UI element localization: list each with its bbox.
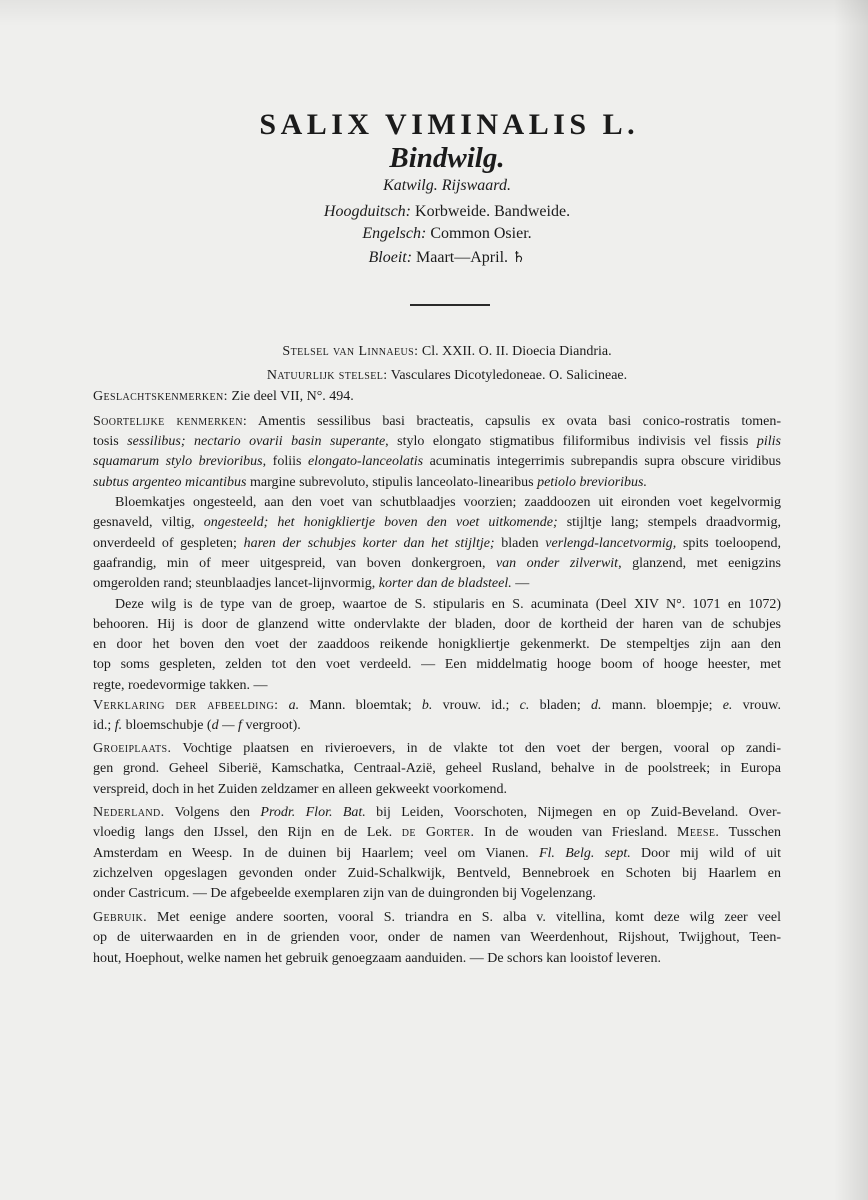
small-caps-label: Groeiplaats. <box>93 741 172 757</box>
main-text <box>93 342 781 969</box>
text-line <box>93 780 781 800</box>
text-line <box>93 615 781 635</box>
uses-paragraph <box>93 908 781 969</box>
text-line <box>93 595 781 615</box>
text-run: margine subrevoluto, stipulis lanceolato-linearibus <box>246 474 538 490</box>
italic-text: pilis <box>756 434 781 450</box>
small-caps-label: Meese. <box>677 825 720 841</box>
text-line <box>93 554 781 574</box>
text-line <box>93 513 781 533</box>
habitat-paragraph <box>93 739 781 800</box>
italic-text: van onder zilverwit <box>495 555 619 571</box>
text-run: bij Leiden, Voorschoten, Nijmegen en op Zuid-Beveland. Over- <box>365 805 782 821</box>
german-names-line <box>93 201 801 223</box>
header-divider <box>410 304 490 306</box>
small-caps-label: de Gorter. <box>401 825 475 841</box>
natural-system-line <box>93 366 781 386</box>
italic-text: subtus argenteo micantibus <box>93 474 247 490</box>
text-run: gaafrandig, min of meer uitgespreid, van boven donkergroen, <box>93 555 496 571</box>
text-run: hout, Hoephout, welke namen het gebruik genoegzaam aanduiden. — De schors kan looistof leveren. <box>93 950 661 966</box>
italic-text: Fl. Belg. sept. <box>538 845 631 861</box>
dutch-name: Bindwilg. <box>389 142 505 174</box>
text-run: zichzelven opgeslagen gevonden onder Zuid-Schalkwijk, Bentveld, Bennebroek en Schoten bij Haarlem en <box>93 865 781 881</box>
text-run: vrouw. <box>732 698 781 714</box>
text-run: mann. bloempje; <box>601 698 723 714</box>
text-run: Deze wilg is de type van de groep, waartoe de S. stipularis en S. acuminata (Deel XIV N°. 1071 en 1072) <box>115 596 781 612</box>
italic-text: ongesteeld; het honigkliertje boven den voet uitkomende; <box>203 515 558 531</box>
text-run: Vochtige plaatsen en rivieroevers, in de vlakte tot den voet der bergen, vooral op zandi- <box>171 741 781 757</box>
text-run: Volgens den <box>164 805 261 821</box>
text-run: Mann. bloemtak; <box>299 698 422 714</box>
small-caps-label: Gebruik. <box>93 910 148 926</box>
netherlands-distribution-paragraph <box>93 803 781 904</box>
text-line <box>93 534 781 554</box>
text-run: vrouw. id.; <box>432 698 520 714</box>
text-run: vloedig langs den IJssel, den Rijn en de Lek. <box>93 825 402 841</box>
description-paragraph <box>93 493 781 594</box>
text-run: op de uiterwaarden en in de grienden voor, onder de namen van Weerdenhout, Rijshout, Twijghout, Teen- <box>93 930 781 946</box>
text-run: behooren. Hij is door de glanzend witte ondervlakte der bladen, door de kortheid der haren van de schubjes <box>93 616 781 632</box>
text-run: bladen <box>494 535 546 551</box>
text-line <box>93 574 781 594</box>
text-run: In de wouden van Friesland. <box>474 825 678 841</box>
italic-text: petiolo brevioribus. <box>537 474 647 490</box>
text-run: , foliis <box>262 454 308 470</box>
german-names: Korbweide. Bandweide. <box>415 203 571 220</box>
italic-text: a. <box>278 698 300 714</box>
remarks-paragraph <box>93 595 781 696</box>
text-run: regte, roedevormige takken. — <box>93 677 268 693</box>
plate-explanation-paragraph <box>93 696 781 737</box>
german-label: Hoogduitsch: <box>323 203 412 220</box>
linnaeus-system-line <box>93 342 781 362</box>
text-run: Bloemkatjes ongesteeld, aan den voet van schutblaadjes voorzien; zaaddoozen uit eironden voet kegelvormig <box>115 495 781 511</box>
italic-text: korter dan de bladsteel. <box>378 576 512 592</box>
text-run: stijltje lang; stempels draadvormig, <box>557 515 781 531</box>
italic-text: c. <box>519 698 530 714</box>
text-run: Vasculares Dicotyledoneae. O. Salicineae. <box>387 368 628 384</box>
text-line <box>93 844 781 864</box>
text-line <box>93 884 781 904</box>
flowering-line <box>93 246 801 269</box>
text-run: gen grond. Geheel Siberië, Kamschatka, Centraal-Azië, geheel Rusland, behalve in de poolstreek; in Europa <box>93 761 781 777</box>
text-run: tosis <box>93 434 128 450</box>
italic-text: b. <box>421 698 433 714</box>
saturn-symbol-icon: ♄ <box>512 248 526 266</box>
text-line <box>93 635 781 655</box>
text-run: , stylo elongato stigmatibus filiformibus indivisis vel fissis <box>385 434 757 450</box>
text-line <box>93 823 781 843</box>
italic-text: d — f <box>211 718 242 734</box>
text-line <box>93 949 781 969</box>
small-caps-label: Verklaring der afbeelding: <box>93 698 279 714</box>
text-run: vergroot). <box>241 718 301 734</box>
small-caps-label: Stelsel van Linnaeus: <box>282 344 419 359</box>
text-run: bloemschubje ( <box>122 718 212 734</box>
text-line <box>93 473 781 493</box>
text-run: Cl. XXII. O. II. Dioecia Diandria. <box>418 344 612 359</box>
text-run: Amsterdam en Weesp. In de duinen bij Haarlem; veel om Vianen. <box>93 845 539 861</box>
text-line <box>93 739 781 759</box>
text-run: Met eenige andere soorten, vooral S. triandra en S. alba v. vitellina, komt deze wilg zeer veel <box>147 910 781 926</box>
italic-text: elongato-lanceolatis <box>307 454 424 470</box>
page-header <box>0 0 868 320</box>
italic-text: verlengd-lancetvormig, <box>545 535 677 551</box>
text-run: , glanzend, met eenigzins <box>618 555 781 571</box>
text-run: gesnaveld, viltig, <box>93 515 204 531</box>
italic-text: sessilibus; nectario ovarii basin superante <box>127 434 386 450</box>
text-line <box>93 928 781 948</box>
text-run: Tusschen <box>719 825 781 841</box>
text-run: Door mij wild of uit <box>630 845 781 861</box>
small-caps-label: Natuurlijk stelsel: <box>266 368 388 384</box>
italic-text: e. <box>722 698 733 714</box>
text-line <box>93 908 781 928</box>
italic-text: Prodr. Flor. Bat. <box>260 805 366 821</box>
text-line <box>93 696 781 716</box>
dutch-synonyms: Katwilg. Rijswaard. <box>383 177 511 194</box>
text-run: verspreid, doch in het Zuiden zeldzamer en alleen gekweekt voorkomend. <box>93 781 508 797</box>
text-run: bladen; <box>529 698 591 714</box>
text-line <box>93 655 781 675</box>
text-line <box>93 676 781 696</box>
english-names-line <box>93 223 801 245</box>
text-line <box>93 412 781 432</box>
text-line <box>93 432 781 452</box>
text-line <box>93 803 781 823</box>
text-run: Zie deel VII, N°. 494. <box>227 388 354 404</box>
text-line <box>93 452 781 472</box>
text-run: onder Castricum. — De afgebeelde exemplaren zijn van de duingronden bij Vogelenzang. <box>93 886 596 902</box>
text-run: onverdeeld of gespleten; <box>93 535 244 551</box>
english-label: Engelsch: <box>362 225 427 242</box>
text-run: acuminatis integerrimis subrepandis supra obscure viridibus <box>423 454 781 470</box>
text-run: spits toeloopend, <box>676 535 781 551</box>
text-line <box>93 759 781 779</box>
text-run: omgerolden rand; steunblaadjes lancet-lijnvormig, <box>93 576 379 592</box>
text-run: top soms gespleten, zelden tot den voet verdeeld. — Een middelmatig hooge boom of hooge heester, met <box>93 657 781 673</box>
text-run: id.; <box>93 718 115 734</box>
text-run: — <box>511 576 530 592</box>
text-run: en door het boven den voet der zaaddoos reikende honigkliertje gekenmerkt. De stempeltjes zijn aan den <box>93 637 781 653</box>
italic-text: d. <box>590 698 602 714</box>
small-caps-label: Nederland. <box>93 805 165 821</box>
genus-characters-line <box>93 387 781 407</box>
italic-text: haren der schubjes korter dan het stijltje; <box>243 535 495 551</box>
english-names: Common Osier. <box>430 225 532 242</box>
flowering-label: Bloeit: <box>368 249 413 266</box>
text-line <box>93 493 781 513</box>
italic-text: f. <box>114 718 123 734</box>
specific-characters-paragraph <box>93 412 781 493</box>
small-caps-label: Soortelijke kenmerken: <box>93 413 248 429</box>
small-caps-label: Geslachtskenmerken: <box>93 388 228 404</box>
text-line <box>93 864 781 884</box>
text-line <box>93 716 781 736</box>
italic-text: squamarum stylo brevioribus <box>93 454 263 470</box>
text-run: Amentis sessilibus basi bracteatis, capsulis ex ovata basi conico-rostratis tomen- <box>247 413 782 429</box>
species-title: SALIX VIMINALIS L. <box>259 108 640 141</box>
flowering-period: Maart—April. <box>416 249 509 266</box>
